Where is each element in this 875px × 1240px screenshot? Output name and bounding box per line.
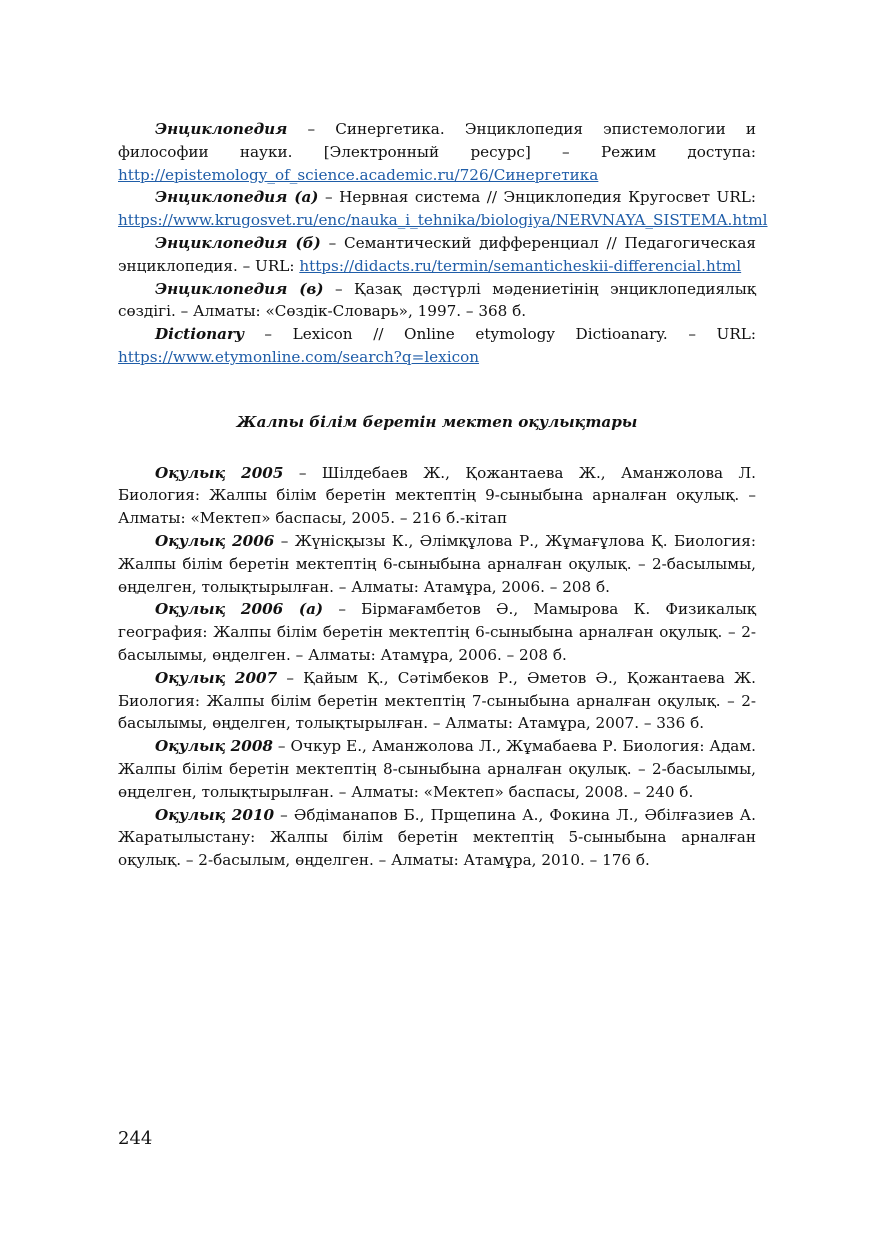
entry-term: Энциклопедия (б): [155, 233, 321, 252]
page-number: 244: [118, 1128, 153, 1149]
bibliography-entry: [118, 186, 768, 232]
entry-term: Оқулық 2007: [155, 668, 278, 687]
bibliography-entry: [118, 804, 756, 872]
entry-text: – Lexicon // Online etymology Dictioanary. – URL:: [243, 325, 756, 344]
bibliography-entry: [118, 598, 756, 666]
entry-text: – Шілдебаев Ж., Қожантаева Ж., Аманжолова Л. Биология: Жалпы білім беретін мектептің 9-сыныбына арналған оқулық. – Алматы: «Мектеп» баспасы, 2005. – 216 б.-кітап: [118, 463, 756, 528]
entry-text: – Бірмағамбетов Ә., Мамырова К. Физикалық география: Жалпы білім беретін мектептің 6-сыныбына арналған оқулық. – 2-басылымы, өңделген. – Алматы: Атамұра, 2006. – 208 б.: [118, 600, 756, 664]
entry-term: Dictionary: [155, 325, 244, 344]
entry-text: – Қазақ дәстүрлі мәдениетінің энциклопедиялық сөздігі. – Алматы: «Сөздік-Словарь», 1997. – 368 б.: [118, 279, 756, 321]
bibliography-entry: [118, 278, 756, 324]
bibliography-entry: [118, 667, 756, 735]
entry-text: – Әбдіманапов Б., Прщепина А., Фокина Л., Әбілғазиев А. Жаратылыстану: Жалпы білім беретін мектептің 5-сыныбына арналған оқулық. – 2-басылым, өңделген. – Алматы: Атамұра, 2010. – 176 б.: [118, 805, 756, 870]
entry-text: – Қайым Қ., Сәтімбеков Р., Әметов Ә., Қожантаева Ж. Биология: Жалпы білім беретін мектептің 7-сыныбына арналған оқулық. – 2-басылымы, өңделген, толықтырылған. – Алматы: Атамұра, 2007. – 336 б.: [118, 668, 756, 733]
section-heading: Жалпы білім беретін мектеп оқулықтары: [236, 412, 638, 431]
entry-term: Оқулық 2008: [155, 737, 273, 756]
entry-text: – Очкур Е., Аманжолова Л., Жұмабаева Р. Биология: Адам. Жалпы білім беретін мектептің 8-сыныбына арналған оқулық. – 2-басылымы, өңделген, толықтырылған. – Алматы: «Мектеп» баспасы, 2008. – 240 б.: [118, 737, 756, 801]
entry-term: Энциклопедия: [155, 120, 288, 138]
entry-term: Оқулық 2006: [155, 531, 275, 550]
entry-text: – Семантический дифференциал // Педагогическая энциклопедия. – URL:: [118, 233, 756, 275]
bibliography-entry: [118, 530, 756, 598]
entry-text: – Синергетика. Энциклопедия эпистемологии и философии науки. [Электронный ресурс] – Режим доступа:: [118, 120, 756, 161]
entry-term: Энциклопедия (в): [155, 279, 324, 298]
entry-link[interactable]: https://www.krugosvet.ru/enc/nauka_i_tehnika/biologiya/NERVNAYA_SISTEMA.html: [118, 211, 768, 230]
entry-text: – Жүнісқызы К., Әлімқұлова Р., Жұмағұлова Қ. Биология: Жалпы білім беретін мектептің 6-сыныбына арналған оқулық. – 2-басылымы, өңделген, толықтырылған. – Алматы: Атамұра, 2006. – 208 б.: [118, 531, 756, 596]
entry-link[interactable]: https://www.etymonline.com/search?q=lexicon: [118, 347, 480, 366]
bibliography-entry: [118, 462, 756, 530]
entry-term: Оқулық 2006 (а): [155, 600, 324, 619]
bibliography-entry: [118, 323, 756, 369]
page-content: [118, 118, 768, 872]
bibliography-entry: [118, 735, 756, 803]
entry-term: Энциклопедия (а): [155, 188, 319, 207]
bibliography-entry: [118, 118, 756, 186]
entry-text: – Нервная система // Энциклопедия Кругосвет URL:: [318, 188, 756, 207]
bibliography-entry: [118, 232, 756, 278]
entry-link[interactable]: http://epistemology_of_science.academic.ru/726/Синергетика: [118, 165, 599, 184]
entry-link[interactable]: https://didacts.ru/termin/semanticheskii-differencial.html: [299, 256, 742, 275]
entry-term: Оқулық 2005: [155, 463, 284, 482]
entry-term: Оқулық 2010: [155, 805, 275, 824]
